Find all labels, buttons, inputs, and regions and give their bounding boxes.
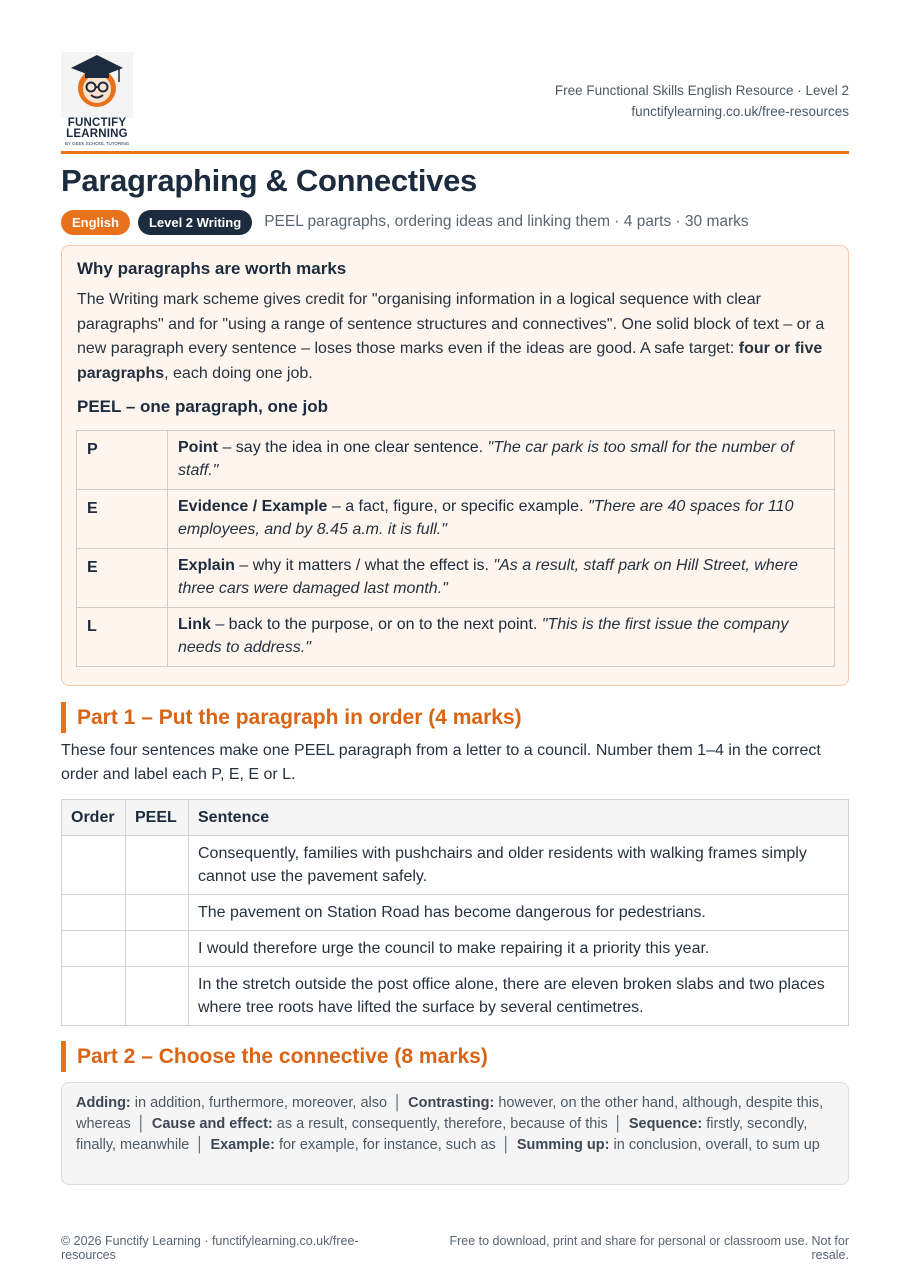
order-answer-cell[interactable]	[62, 931, 126, 967]
connective-group-words: in conclusion, overall, to sum up	[613, 1137, 820, 1153]
page-title: Paragraphing & Connectives	[61, 163, 477, 198]
connective-group-label: Sequence:	[628, 1116, 703, 1132]
graduate-mascot-icon	[61, 52, 133, 118]
order-answer-cell[interactable]	[62, 836, 126, 895]
peel-row	[77, 608, 835, 667]
sentence-cell: In the stretch outside the post office alone, there are eleven broken slabs and two places where tree roots have lifted the surface by several centimetres.	[189, 967, 849, 1026]
table-header-row	[62, 800, 849, 836]
peel-description: Point – say the idea in one clear sentence. "The car park is too small for the number of staff."	[168, 431, 835, 490]
page-header	[61, 50, 849, 154]
connective-group-label: Contrasting:	[408, 1095, 495, 1111]
table-row	[62, 967, 849, 1026]
functify-logo	[61, 52, 133, 148]
part1-instructions: These four sentences make one PEEL paragraph from a letter to a council. Number them 1–4 in the correct order and label each P, E, E or L.	[61, 742, 821, 783]
connective-group-label: Summing up:	[516, 1137, 610, 1153]
ordering-table	[61, 799, 849, 1026]
order-answer-cell[interactable]	[62, 895, 126, 931]
footer-copyright: © 2026 Functify Learning · functifylearning.co.uk/free-resources	[61, 1234, 359, 1262]
peel-description: Explain – why it matters / what the effect is. "As a result, staff park on Hill Street, where three cars were damaged last month."	[168, 549, 835, 608]
intro-heading: Why paragraphs are worth marks	[77, 259, 347, 278]
peel-letter: E	[77, 549, 168, 608]
peel-letter: P	[77, 431, 168, 490]
peel-answer-cell[interactable]	[126, 836, 189, 895]
peel-row	[77, 549, 835, 608]
order-answer-cell[interactable]	[62, 967, 126, 1026]
resource-label: Free Functional Skills English Resource · Level 2	[554, 83, 849, 98]
target-emphasis: four or five paragraphs	[77, 340, 823, 382]
tag-row	[61, 209, 749, 235]
sentence-cell: Consequently, families with pushchairs and older residents with walking frames simply cannot use the pavement safely.	[189, 836, 849, 895]
connective-group-words: for example, for instance, such as	[278, 1137, 496, 1153]
column-header-peel: PEEL	[126, 800, 189, 836]
peel-answer-cell[interactable]	[126, 895, 189, 931]
peel-answer-cell[interactable]	[126, 931, 189, 967]
level-badge: Level 2 Writing	[138, 210, 252, 235]
logo-tagline: BY GEEK SCHOOL TUTORING	[64, 141, 130, 146]
peel-heading: PEEL – one paragraph, one job	[77, 397, 328, 416]
logo-wordmark: FUNCTIFY LEARNING	[66, 117, 128, 140]
peel-letter: E	[77, 490, 168, 549]
header-meta	[555, 80, 849, 122]
column-header-order: Order	[62, 800, 126, 836]
peel-row	[77, 431, 835, 490]
peel-answer-cell[interactable]	[126, 967, 189, 1026]
connective-group-words: in addition, furthermore, moreover, also	[134, 1095, 388, 1111]
peel-table	[76, 430, 835, 667]
sentence-cell: I would therefore urge the council to make repairing it a priority this year.	[189, 931, 849, 967]
sentence-cell: The pavement on Station Road has become dangerous for pedestrians.	[189, 895, 849, 931]
worksheet-summary: PEEL paragraphs, ordering ideas and linking them · 4 parts · 30 marks	[264, 213, 749, 230]
peel-description: Link – back to the purpose, or on to the next point. "This is the first issue the company needs to address."	[168, 608, 835, 667]
intro-panel	[61, 245, 849, 686]
resource-url[interactable]: functifylearning.co.uk/free-resources	[631, 104, 849, 119]
peel-row	[77, 490, 835, 549]
connective-group-words: as a result, consequently, therefore, because of this	[276, 1116, 608, 1132]
subject-badge: English	[61, 210, 130, 235]
connective-group-words: firstly, secondly, finally, meanwhile	[76, 1116, 808, 1153]
part2-heading: Part 2 – Choose the connective (8 marks)	[61, 1041, 488, 1072]
table-row	[62, 836, 849, 895]
table-row	[62, 895, 849, 931]
connectives-word-bank: Adding: in addition, furthermore, moreover, also │ Contrasting: however, on the other hand, although, despite this, whereas │ Cause and effect: as a result, consequently, therefore, because of this │ Sequence: firstly, secondly, finally, meanwhile │ Example: for example, for instance, such as │ Summing up: in conclusion, overall, to sum up	[61, 1082, 849, 1185]
peel-letter: L	[77, 608, 168, 667]
intro-paragraph: The Writing mark scheme gives credit for "organising information in a logical sequence with clear paragraphs" and for "using a range of sentence structures and connectives". One solid block of text – or a new paragraph every sentence – loses those marks even if the ideas are good. A safe target: four or five paragraphs, each doing one job.	[77, 291, 825, 382]
peel-description: Evidence / Example – a fact, figure, or specific example. "There are 40 spaces for 110 employees, and by 8.45 a.m. it is full."	[168, 490, 835, 549]
connective-group-label: Example:	[210, 1137, 275, 1153]
connective-group-label: Cause and effect:	[151, 1116, 273, 1132]
connective-group-label: Adding:	[76, 1095, 131, 1111]
table-row	[62, 931, 849, 967]
part1-heading: Part 1 – Put the paragraph in order (4 marks)	[61, 702, 522, 733]
column-header-sentence: Sentence	[189, 800, 849, 836]
footer-licence: Free to download, print and share for personal or classroom use. Not for resale.	[449, 1234, 849, 1262]
connective-group-words: however, on the other hand, although, despite this, whereas	[76, 1095, 824, 1132]
